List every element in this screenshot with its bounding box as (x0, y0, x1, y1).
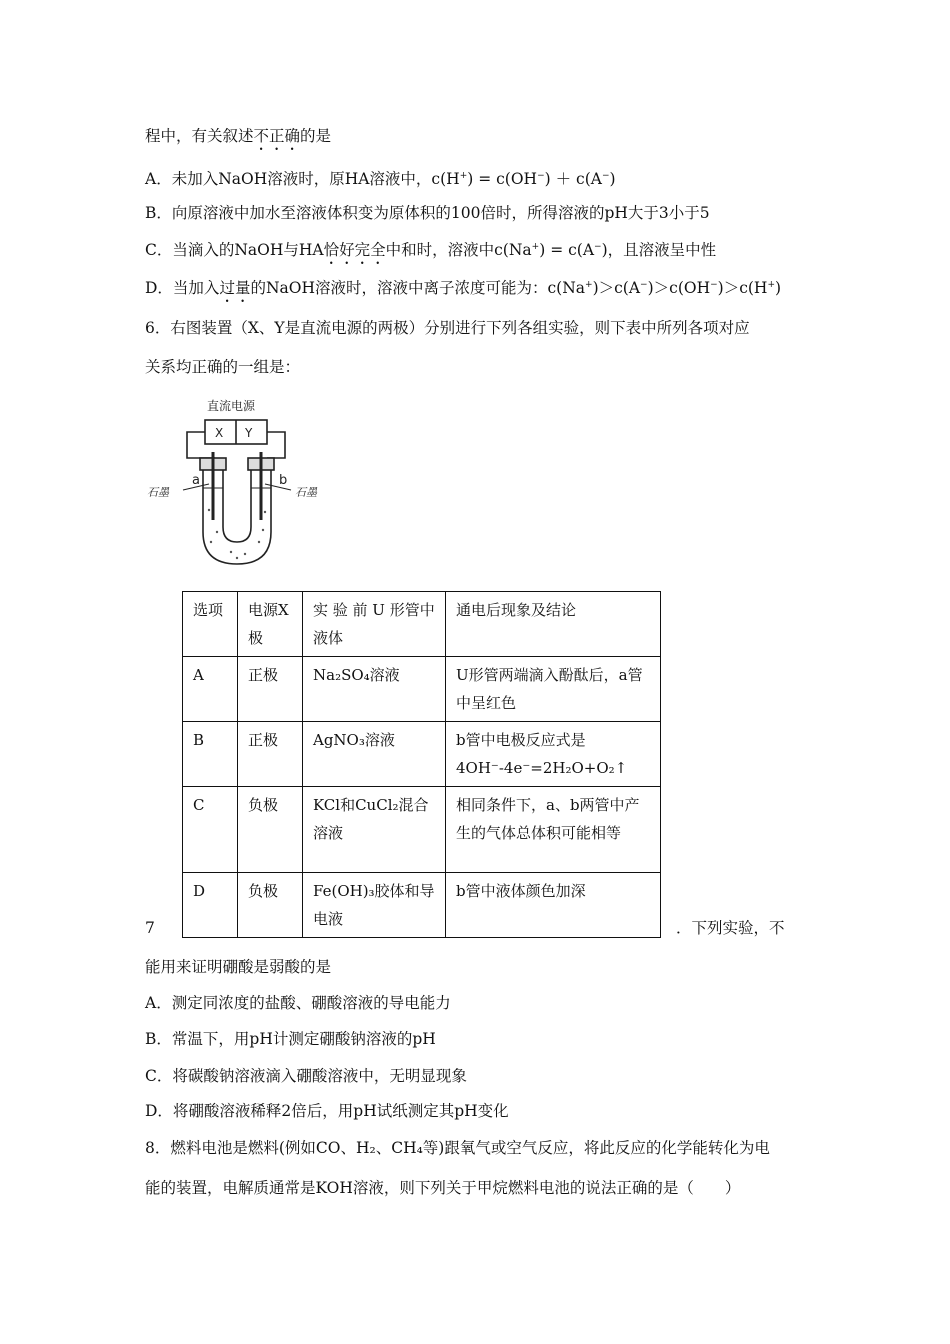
q5d-text: )＞c(OH (647, 279, 711, 298)
q5a-text: ) = c(OH (467, 170, 538, 189)
cell-option: D (183, 873, 238, 938)
left-electrode-label: 石墨 (147, 486, 169, 499)
q5-stem-post: 的是 (300, 127, 332, 145)
q5-option-d: D．当加入过量的NaOH溶液时，溶液中离子浓度可能为：c(Na+)＞c(A−)＞c(OH−)＞c(H+) (145, 279, 782, 298)
tube-a-label: a (192, 473, 200, 488)
q6-stem-line2: 关系均正确的一组是： (145, 358, 301, 376)
q5-option-c: C．当滴入的NaOH与HA恰好完全中和时，溶液中c(Na+) = c(A−)，且溶液呈中性 (145, 241, 717, 260)
header-pole: 电源X极 (238, 592, 303, 657)
q7-option-d: D．将硼酸溶液稀释2倍后，用pH试纸测定其pH变化 (145, 1102, 509, 1120)
q8-stem-line2: 能的装置，电解质通常是KOH溶液，则下列关于甲烷燃料电池的说法正确的是（ ） (145, 1179, 741, 1197)
q7-stem-tail: ．下列实验，不 (676, 919, 785, 937)
header-liquid: 实 验 前 U 形管中液体 (303, 592, 446, 657)
cell-liquid: AgNO₃溶液 (303, 722, 446, 787)
table-row (183, 787, 661, 873)
q5d-text: ) (774, 279, 782, 298)
q5d-text: )＞c(H (717, 279, 768, 298)
q7-option-c: C．将碳酸钠溶液滴入硼酸溶液中，无明显现象 (145, 1067, 467, 1085)
table-row (183, 873, 661, 938)
tube-b-label: b (279, 473, 288, 488)
q5-stem-pre: 程中，有关叙述 (145, 127, 254, 145)
table-header-row (183, 592, 661, 657)
cell-result: 相同条件下，a、b两管中产生的气体总体积可能相等 (446, 787, 661, 873)
pole-y-label: Y (245, 426, 253, 440)
cell-pole: 正极 (238, 722, 303, 787)
q5a-text: ) ＋ c(A (544, 170, 602, 189)
q7-number: 7 (145, 919, 155, 937)
table-row (183, 722, 661, 787)
q5-option-a: A．未加入NaOH溶液时，原HA溶液中，c(H+) = c(OH−) ＋ c(A−) (145, 170, 616, 189)
q5a-text: ) (609, 170, 616, 189)
cell-liquid: KCl和CuCl₂混合溶液 (303, 787, 446, 873)
q5-option-b: B．向原溶液中加水至溶液体积变为原体积的100倍时，所得溶液的pH大于3小于5 (145, 204, 710, 222)
cell-pole: 负极 (238, 873, 303, 938)
q5a-text: A．未加入NaOH溶液时，原HA溶液中，c(H (145, 170, 460, 189)
cell-liquid: Na₂SO₄溶液 (303, 657, 446, 722)
pole-x-label: X (215, 426, 224, 440)
cell-option: A (183, 657, 238, 722)
header-option: 选项 (183, 592, 238, 657)
q5c-emphasis: 恰好完全 (323, 241, 386, 260)
q5d-text: 的NaOH溶液时，溶液中离子浓度可能为：c(Na (250, 279, 586, 298)
q7-stem-line2: 能用来证明硼酸是弱酸的是 (145, 958, 332, 976)
cell-option: B (183, 722, 238, 787)
power-supply-label: 直流电源 (207, 399, 256, 413)
cell-pole: 正极 (238, 657, 303, 722)
cell-result: U形管两端滴入酚酞后，a管中呈红色 (446, 657, 661, 722)
q7-option-a: A．测定同浓度的盐酸、硼酸溶液的导电能力 (145, 994, 451, 1012)
q5c-text: ) = c(A (539, 241, 595, 260)
u-tube-electrolysis-diagram (145, 392, 345, 572)
q5c-text: )，且溶液呈中性 (601, 241, 717, 260)
q5c-text: 中和时，溶液中c(Na (385, 241, 532, 260)
header-result: 通电后现象及结论 (446, 592, 661, 657)
cell-liquid: Fe(OH)₃胶体和导电液 (303, 873, 446, 938)
q5-stem (145, 126, 331, 154)
q8-stem-line1: 8．燃料电池是燃料(例如CO、H₂、CH₄等)跟氧气或空气反应，将此反应的化学能转化为电 (145, 1139, 770, 1157)
q5d-emphasis: 过量 (219, 279, 251, 298)
cell-option: C (183, 787, 238, 873)
q5d-text: )＞c(A (592, 279, 641, 298)
q6-stem-line1: 6．右图装置（X、Y是直流电源的两极）分别进行下列各组实验，则下表中所列各项对应 (145, 319, 750, 337)
q5-stem-emphasis: 不正确 (253, 127, 301, 145)
cell-result: b管中电极反应式是 4OH⁻-4e⁻=2H₂O+O₂↑ (446, 722, 661, 787)
right-electrode-label: 石墨 (295, 486, 317, 499)
table-row (183, 657, 661, 722)
q5c-text: C．当滴入的NaOH与HA (145, 241, 324, 260)
cell-pole: 负极 (238, 787, 303, 873)
q7-option-b: B．常温下，用pH计测定硼酸钠溶液的pH (145, 1030, 436, 1048)
q5d-text: D．当加入 (145, 279, 220, 298)
cell-result: b管中液体颜色加深 (446, 873, 661, 938)
q6-options-table (182, 591, 661, 938)
